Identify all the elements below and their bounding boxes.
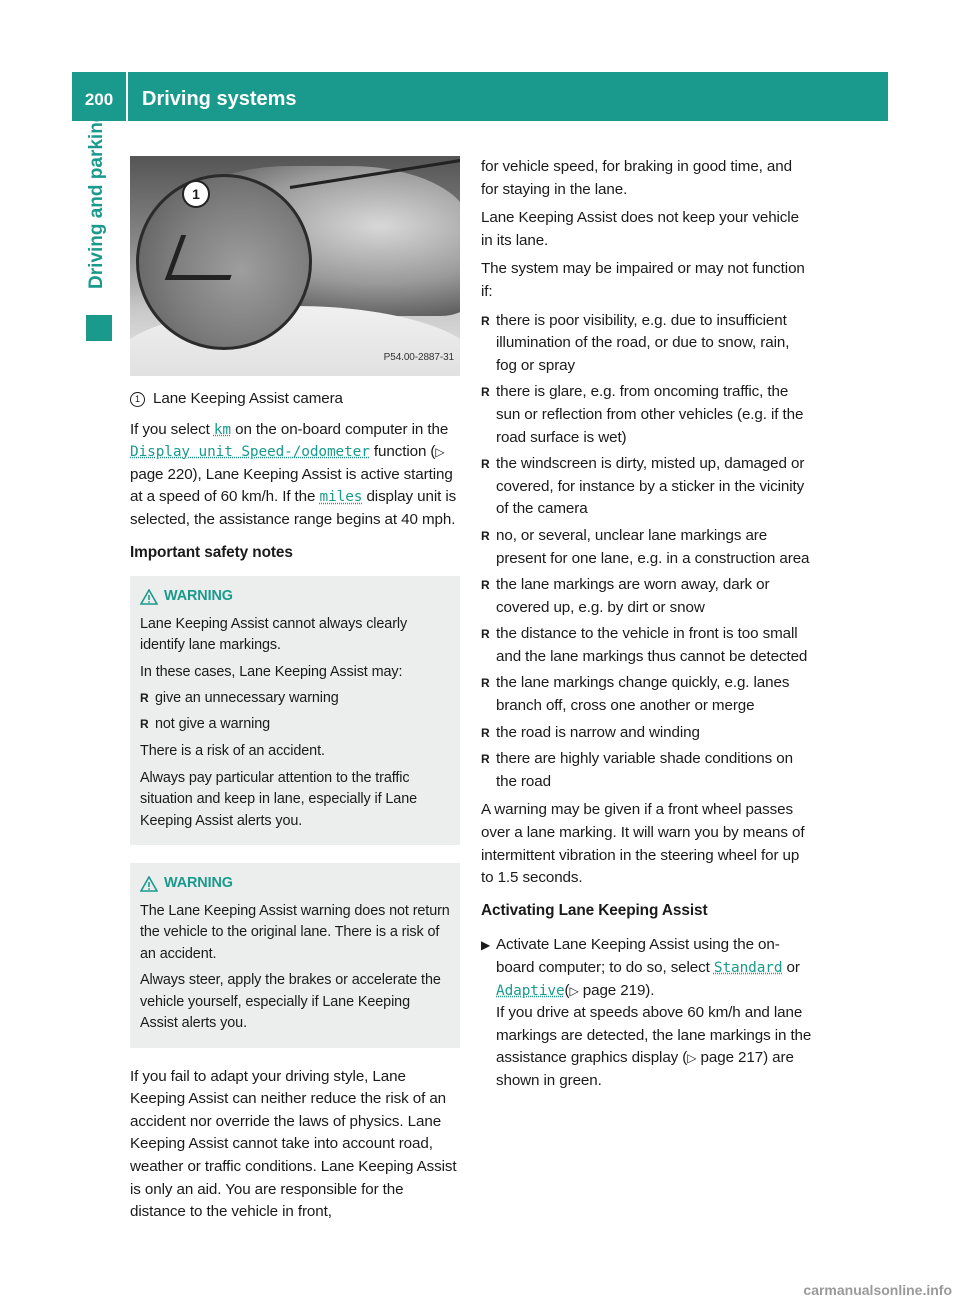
activating-heading: Activating Lane Keeping Assist bbox=[481, 901, 708, 919]
list-item: R the lane markings are worn away, dark or covered up, e.g. by dirt or snow bbox=[481, 574, 813, 619]
caption-marker-icon: 1 bbox=[130, 392, 145, 407]
step-text-1: Activate Lane Keeping Assist using the on-board computer; to do so, select bbox=[496, 936, 780, 976]
left-column bbox=[130, 156, 460, 1230]
side-tab bbox=[72, 110, 126, 289]
page-pointer-icon: ▷ bbox=[569, 983, 579, 998]
caption-text: Lane Keeping Assist camera bbox=[153, 390, 343, 407]
warning-box-1 bbox=[130, 576, 460, 845]
right-column bbox=[481, 156, 813, 1093]
paragraph: for vehicle speed, for braking in good time, and for staying in the lane. bbox=[481, 158, 792, 198]
side-tab-label: Driving and parking bbox=[86, 110, 107, 289]
km-option: km bbox=[213, 421, 231, 438]
warning-text: Always pay particular attention to the traffic situation and keep in lane, especially if Lane Keeping Assist alerts you. bbox=[140, 769, 418, 829]
warning-text: In these cases, Lane Keeping Assist may: bbox=[140, 663, 403, 680]
list-item: R not give a warning bbox=[140, 714, 450, 736]
display-unit-option: Display unit Speed-/odometer bbox=[130, 444, 370, 461]
step-text-5: If you drive at speeds above 60 km/h and lane markings are detected, the lane markings in the assistance graphics display ( bbox=[496, 1004, 812, 1067]
intro-text-3: function ( bbox=[369, 443, 436, 461]
safety-heading: Important safety notes bbox=[130, 543, 293, 561]
step-arrow-icon: ▶ bbox=[481, 938, 491, 953]
intro-text-2: on the on-board computer in the bbox=[231, 420, 449, 438]
warning-text: Always steer, apply the brakes or accelerate the vehicle yourself, especially if Lane Keeping Assist alerts you. bbox=[140, 972, 441, 1032]
miles-option: miles bbox=[319, 489, 363, 506]
closing-paragraph: If you fail to adapt your driving style, Lane Keeping Assist can neither reduce the risk of an accident nor override the laws of physics. Lane Keeping Assist cannot take into account road, weather or traffic conditions. Lane Keeping Assist is only an aid. You are responsible for the distance to the vehicle in front, bbox=[130, 1067, 457, 1221]
page-pointer-icon: ▷ bbox=[687, 1051, 697, 1066]
list-item: R there is glare, e.g. from oncoming traffic, the sun or reflection from other vehicles (e.g. if the road surface is wet) bbox=[481, 381, 813, 449]
figure-ref-code: P54.00-2887-31 bbox=[383, 352, 454, 364]
list-item: R there is poor visibility, e.g. due to insufficient illumination of the road, or due to snow, rain, fog or spray bbox=[481, 310, 813, 378]
page-number: 200 bbox=[72, 72, 128, 121]
warning-triangle-icon bbox=[140, 876, 158, 892]
standard-option: Standard bbox=[713, 960, 783, 976]
paragraph: Lane Keeping Assist does not keep your vehicle in its lane. bbox=[481, 209, 799, 249]
intro-paragraph bbox=[130, 419, 460, 532]
side-tab-marker bbox=[86, 315, 112, 341]
adaptive-option: Adaptive bbox=[496, 982, 565, 999]
header-bar bbox=[72, 72, 888, 121]
magnifier-circle bbox=[136, 174, 312, 350]
intro-text-5: display unit is selected, the assistance range begins at 40 mph. bbox=[130, 488, 457, 528]
warning-text: The Lane Keeping Assist warning does not return the vehicle to the original lane. There is a risk of an accident. bbox=[140, 902, 450, 962]
list-item: R there are highly variable shade conditions on the road bbox=[481, 748, 813, 793]
step-text-6: page 217) are shown in green. bbox=[496, 1049, 794, 1089]
list-item: R the lane markings change quickly, e.g. lanes branch off, cross one another or merge bbox=[481, 672, 813, 717]
warning-label: WARNING bbox=[164, 588, 233, 605]
list-item: R the windscreen is dirty, misted up, damaged or covered, for instance by a sticker in the vicinity of the camera bbox=[481, 453, 813, 521]
list-item: R the distance to the vehicle in front is too small and the lane markings thus cannot be detected bbox=[481, 623, 813, 668]
step-text-3: ( bbox=[564, 981, 570, 999]
conditions-list bbox=[481, 310, 813, 794]
footer-watermark: carmanualsonline.info bbox=[803, 1282, 952, 1298]
intro-text-1: If you select bbox=[130, 420, 214, 438]
list-item: R give an unnecessary warning bbox=[140, 688, 450, 710]
warning-text: There is a risk of an accident. bbox=[140, 743, 325, 760]
warning-triangle-icon bbox=[140, 589, 158, 605]
section-title: Driving systems bbox=[142, 88, 297, 110]
figure-caption bbox=[130, 388, 460, 411]
list-item: R no, or several, unclear lane markings are present for one lane, e.g. in a construction area bbox=[481, 525, 813, 570]
page-pointer-icon: ▷ bbox=[435, 445, 445, 460]
step-text-2: or bbox=[782, 959, 800, 976]
paragraph: The system may be impaired or may not function if: bbox=[481, 260, 805, 300]
intro-text-4: page 220), Lane Keeping Assist is active starting at a speed of 60 km/h. If the bbox=[130, 465, 453, 506]
warning-header bbox=[134, 873, 450, 895]
warning-list bbox=[140, 688, 450, 735]
callout-number: 1 bbox=[182, 180, 210, 208]
paragraph: A warning may be given if a front wheel passes over a lane marking. It will warn you by means of intermittent vibration in the steering wheel for up to 1.5 seconds. bbox=[481, 801, 805, 887]
instruction-step bbox=[481, 934, 813, 1092]
list-item: R the road is narrow and winding bbox=[481, 722, 813, 745]
step-text-4: page 219). bbox=[578, 981, 655, 999]
warning-text: Lane Keeping Assist cannot always clearly identify lane markings. bbox=[140, 615, 408, 654]
camera-photo bbox=[130, 156, 460, 376]
warning-box-2 bbox=[130, 863, 460, 1048]
warning-header bbox=[134, 586, 450, 608]
camera-housing bbox=[165, 235, 246, 280]
warning-label: WARNING bbox=[164, 875, 233, 892]
